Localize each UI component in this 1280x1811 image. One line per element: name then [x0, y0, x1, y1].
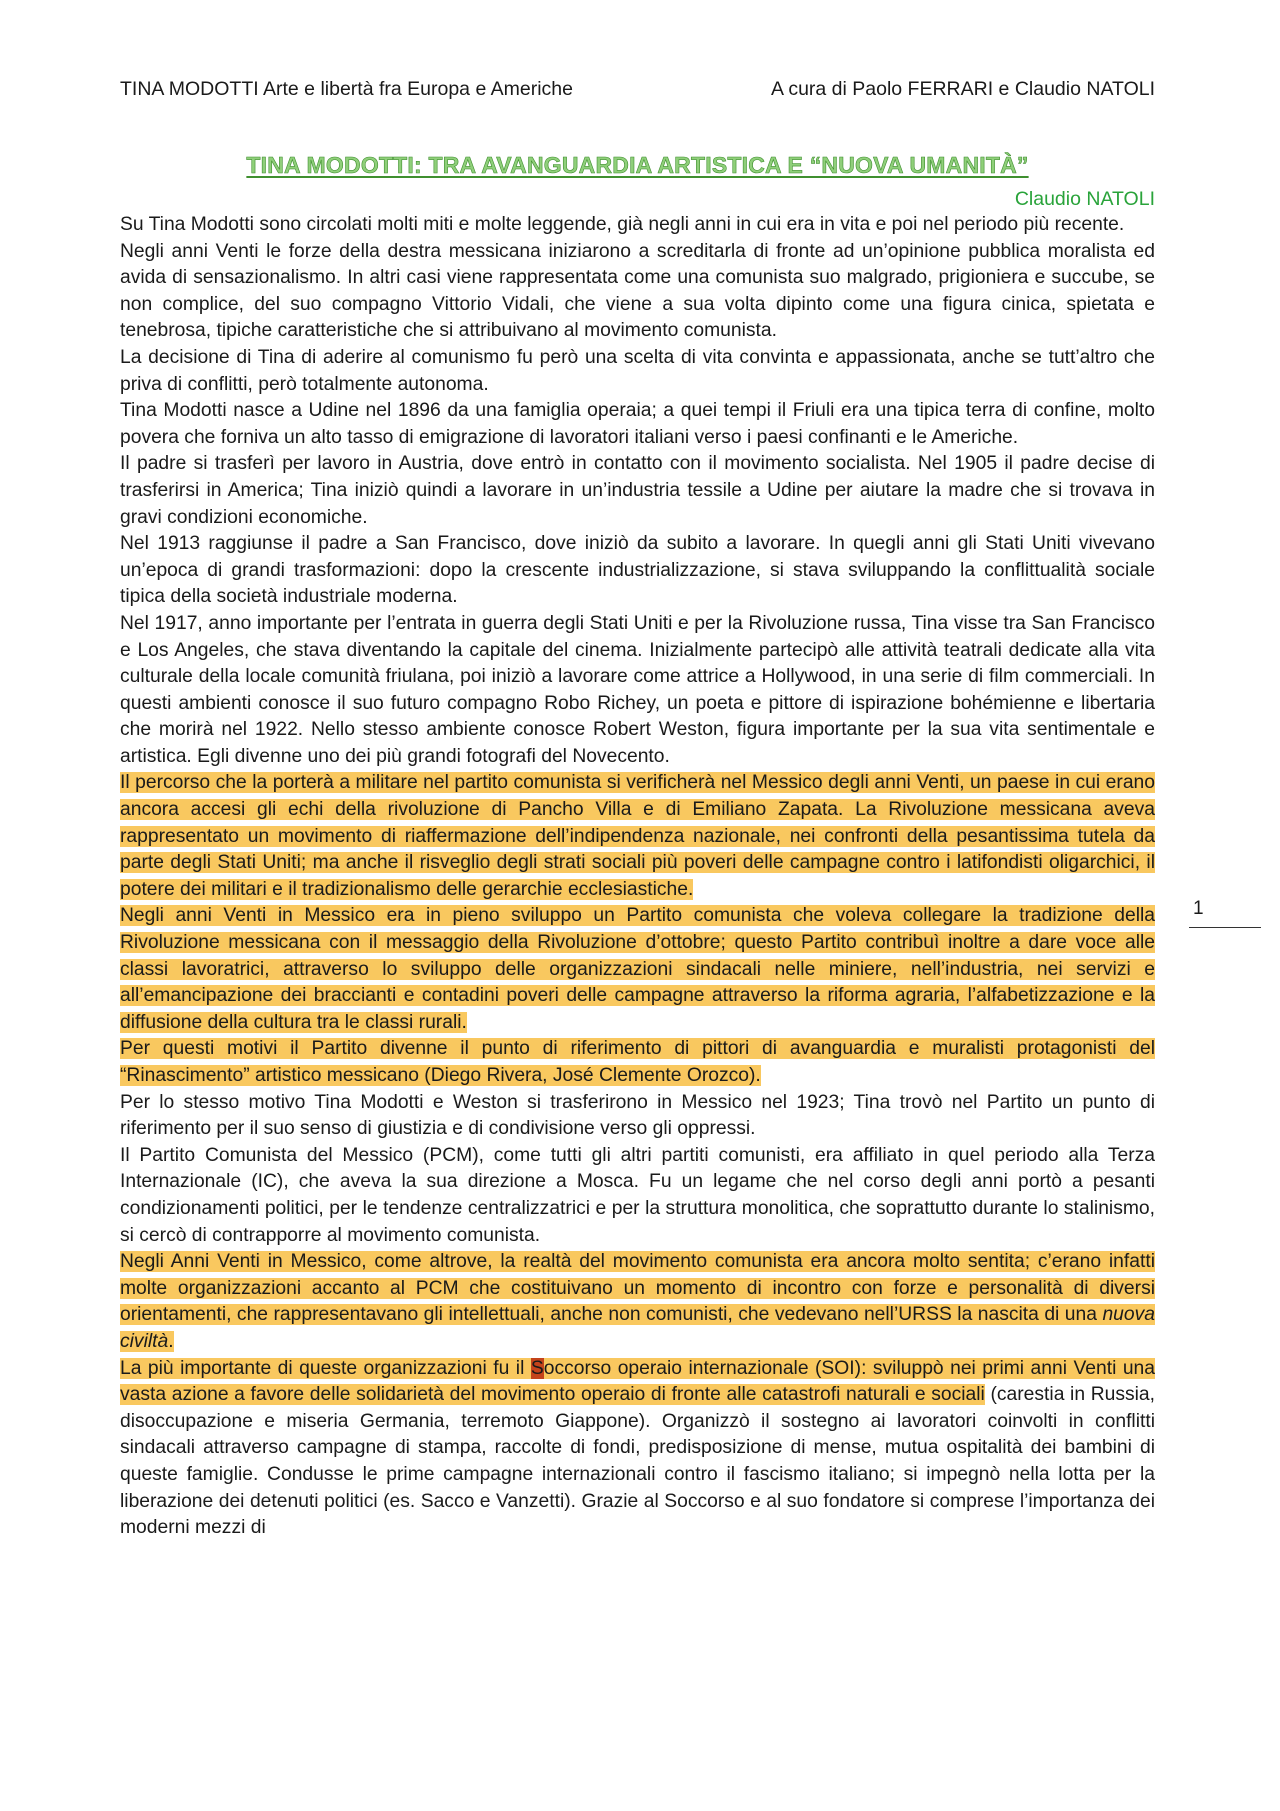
text-cursor-selection[interactable]: S	[530, 1357, 544, 1379]
highlighted-text-part: La più importante di queste organizzazioni fu il	[120, 1357, 531, 1379]
highlighted-text: Il percorso che la porterà a militare nel partito comunista si verificherà nel Messico degli anni Venti, un paese in cui erano ancora accesi gli echi della rivoluzione di Pancho Villa e di Emiliano Zapata. La Rivoluzione messicana aveva rappresentato un movimento di riaffermazione dell’indipendenza nazionale, nei confronti della pesantissima tutela da parte degli Stati Uniti; ma anche il risveglio degli strati sociali più poveri delle campagne contro i latifondisti oligarchici, il potere dei militari e il tradizionalismo delle gerarchie ecclesiastiche.	[120, 772, 1155, 900]
paragraph: Il Partito Comunista del Messico (PCM), come tutti gli altri partiti comunisti, era affiliato in quel periodo alla Terza Internazionale (IC), che aveva la sua direzione a Mosca. Fu un legame che nel corso degli anni portò a pesanti condizionamenti politici, per le tendenze centralizzatrici e per la struttura monolitica, che soprattutto durante lo stalinismo, si cercò di contrapporre al movimento comunista.	[120, 1144, 1155, 1246]
highlighted-text-part: occorso operaio internazionale (SOI): sviluppò nei primi anni Venti una vasta azione a favore delle solidarietà del movimento operaio di fronte alle catastrofi naturali e sociali	[120, 1357, 1155, 1406]
page-number-rule	[1189, 927, 1261, 928]
highlighted-text: Negli anni Venti in Messico era in pieno sviluppo un Partito comunista che voleva collegare la tradizione della Rivoluzione messicana con il messaggio della Rivoluzione d’ottobre; questo Partito contribuì inoltre a dare voce alle classi lavoratrici, attraverso lo sviluppo delle organizzazioni sindacali nelle miniere, nell’industria, nei servizi e all’emancipazione dei braccianti e contadini poveri delle campagne attraverso la riforma agraria, l’alfabetizzazione e la diffusione della cultura tra le classi rurali.	[120, 905, 1155, 1033]
paragraph: Nel 1913 raggiunse il padre a San Francisco, dove iniziò da subito a lavorare. In quegli anni gli Stati Uniti vivevano un’epoca di grandi trasformazioni: dopo la crescente industrializzazione, si stava sviluppando la conflittualità sociale tipica della società industriale moderna.	[120, 533, 1155, 608]
paragraph-highlighted	[120, 770, 1155, 903]
highlighted-text-part: .	[168, 1330, 174, 1352]
highlighted-text-part: Negli Anni Venti in Messico, come altrove, la realtà del movimento comunista era ancora molto sentita; c’erano infatti molte organizzazioni accanto al PCM che costituivano un momento di incontro con forze e personalità di diversi orientamenti, che rappresentavano gli intellettuali, anche non comunisti, che vedevano nell’URSS la nascita di una	[120, 1251, 1155, 1326]
page-header	[120, 78, 1155, 104]
paragraph-highlighted	[120, 1036, 1155, 1089]
plain-text: (carestia in Russia, disoccupazione e miseria Germania, terremoto Giappone). Organizzò il sostegno ai lavoratori coinvolti in conflitti sindacali attraverso campagne di stampa, raccolte di fondi, predisposizione di mense, mutua ospitalità dei bambini di queste famiglie. Condusse le prime campagne internazionali contro il fascismo italiano; si impegnò nella lotta per la liberazione dei detenuti politici (es. Sacco e Vanzetti). Grazie al Soccorso e al suo fondatore si comprese l’importanza dei moderni mezzi di	[120, 1384, 1155, 1539]
document-body	[120, 212, 1155, 1542]
paragraph: Negli anni Venti le forze della destra messicana iniziarono a screditarla di fronte ad un’opinione pubblica moralista ed avida di sensazionalismo. In altri casi viene rappresentata come una comunista suo malgrado, prigioniera e succube, se non complice, del suo compagno Vittorio Vidali, che viene a sua volta dipinto come una figura cinica, spietata e tenebrosa, tipiche caratteristiche che si attribuivano al movimento comunista.	[120, 240, 1155, 342]
document-title: TINA MODOTTI: TRA AVANGUARDIA ARTISTICA E “NUOVA UMANITÀ”	[246, 152, 1029, 178]
paragraph: La decisione di Tina di aderire al comunismo fu però una scelta di vita convinta e appassionata, anche se tutt’altro che priva di conflitti, però totalmente autonoma.	[120, 346, 1155, 395]
header-right: A cura di Paolo FERRARI e Claudio NATOLI	[770, 78, 1155, 100]
highlighted-text: Per questi motivi il Partito divenne il punto di riferimento di pittori di avanguardia e muralisti protagonisti del “Rinascimento” artistico messicano (Diego Rivera, José Clemente Orozco).	[120, 1038, 1155, 1086]
paragraph: Nel 1917, anno importante per l’entrata in guerra degli Stati Uniti e per la Rivoluzione russa, Tina visse tra San Francisco e Los Angeles, che stava diventando la capitale del cinema. Inizialmente partecipò alle attività teatrali dedicate alla vita culturale della locale comunità friulana, poi iniziò a lavorare come attrice a Hollywood, in una serie di film commerciali. In questi ambienti conosce il suo futuro compagno Robo Richey, un poeta e pittore di ispirazione bohémienne e libertaria che morirà nel 1922. Nello stesso ambiente conosce Robert Weston, figura importante per la sua vita sentimentale e artistica. Egli divenne uno dei più grandi fotografi del Novecento.	[120, 612, 1155, 767]
highlighted-text	[120, 1251, 1155, 1352]
paragraph-highlighted	[120, 1249, 1155, 1355]
italic-text: nuova civiltà	[120, 1304, 1155, 1352]
paragraph: Tina Modotti nasce a Udine nel 1896 da una famiglia operaia; a quei tempi il Friuli era una tipica terra di confine, molto povera che forniva un alto tasso di emigrazione di lavoratori italiani verso i paesi confinanti e le Americhe.	[120, 400, 1155, 448]
author-name: Claudio NATOLI	[1014, 188, 1155, 210]
paragraph: Il padre si trasferì per lavoro in Austria, dove entrò in contatto con il movimento socialista. Nel 1905 il padre decise di trasferirsi in America; Tina iniziò quindi a lavorare in un’industria tessile a Udine per aiutare la madre che si trovava in gravi condizioni economiche.	[120, 453, 1155, 528]
page-number: 1	[1193, 898, 1204, 919]
paragraph: Su Tina Modotti sono circolati molti miti e molte leggende, già negli anni in cui era in vita e poi nel periodo più recente.	[120, 214, 1125, 235]
paragraph-mixed	[120, 1356, 1155, 1542]
paragraph-highlighted	[120, 903, 1155, 1036]
paragraph: Per lo stesso motivo Tina Modotti e Weston si trasferirono in Messico nel 1923; Tina trovò nel Partito un punto di riferimento per il suo senso di giustizia e di condivisione verso gli oppressi.	[120, 1091, 1155, 1140]
header-left: TINA MODOTTI Arte e libertà fra Europa e Americhe	[120, 78, 573, 100]
